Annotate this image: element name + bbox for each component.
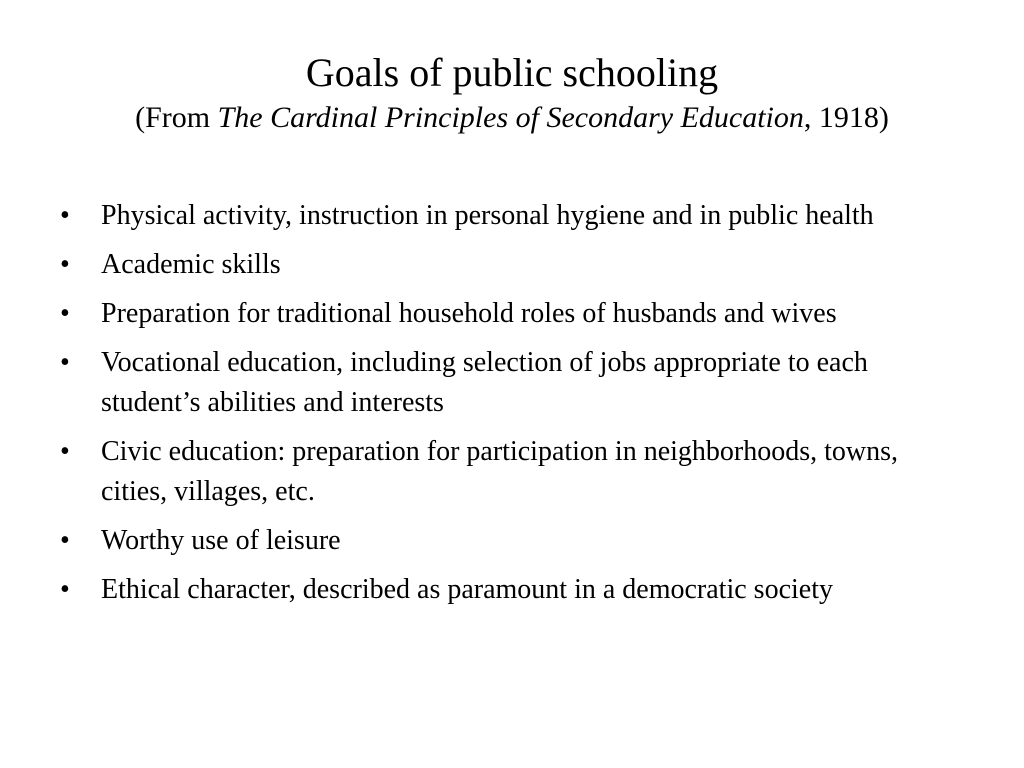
- subtitle-book-title: The Cardinal Principles of Secondary Education: [217, 101, 804, 134]
- bullet-item: [60, 521, 970, 561]
- bullet-item: [60, 432, 970, 512]
- bullet-list: [60, 196, 970, 619]
- bullet-text: Academic skills: [101, 249, 281, 280]
- bullet-text: Preparation for traditional household roles of husbands and wives: [101, 298, 837, 329]
- slide-title: Goals of public schooling: [305, 50, 719, 95]
- bullet-text: Worthy use of leisure: [101, 525, 341, 556]
- bullet-item: [60, 196, 970, 236]
- bullet-icon: •: [60, 574, 70, 605]
- subtitle-suffix: , 1918): [803, 101, 889, 134]
- bullet-item: [60, 294, 970, 334]
- bullet-icon: •: [60, 525, 70, 556]
- bullet-item: [60, 343, 970, 423]
- bullet-text: Ethical character, described as paramount in a democratic society: [101, 574, 833, 605]
- bullet-item: [60, 570, 970, 610]
- bullet-icon: •: [60, 200, 70, 231]
- bullet-text: Vocational education, including selection of jobs appropriate to each student’s abilities and interests: [101, 347, 868, 418]
- bullet-icon: •: [60, 249, 70, 280]
- bullet-text: Physical activity, instruction in personal hygiene and in public health: [101, 200, 874, 231]
- bullet-text: Civic education: preparation for participation in neighborhoods, towns, cities, villages, etc.: [101, 436, 899, 507]
- bullet-item: [60, 245, 970, 285]
- bullet-icon: •: [60, 298, 70, 329]
- bullet-icon: •: [60, 436, 70, 467]
- title-block: [40, 50, 984, 138]
- subtitle-prefix: (From: [135, 101, 218, 134]
- bullet-icon: •: [60, 347, 70, 378]
- slide-subtitle: [40, 98, 984, 138]
